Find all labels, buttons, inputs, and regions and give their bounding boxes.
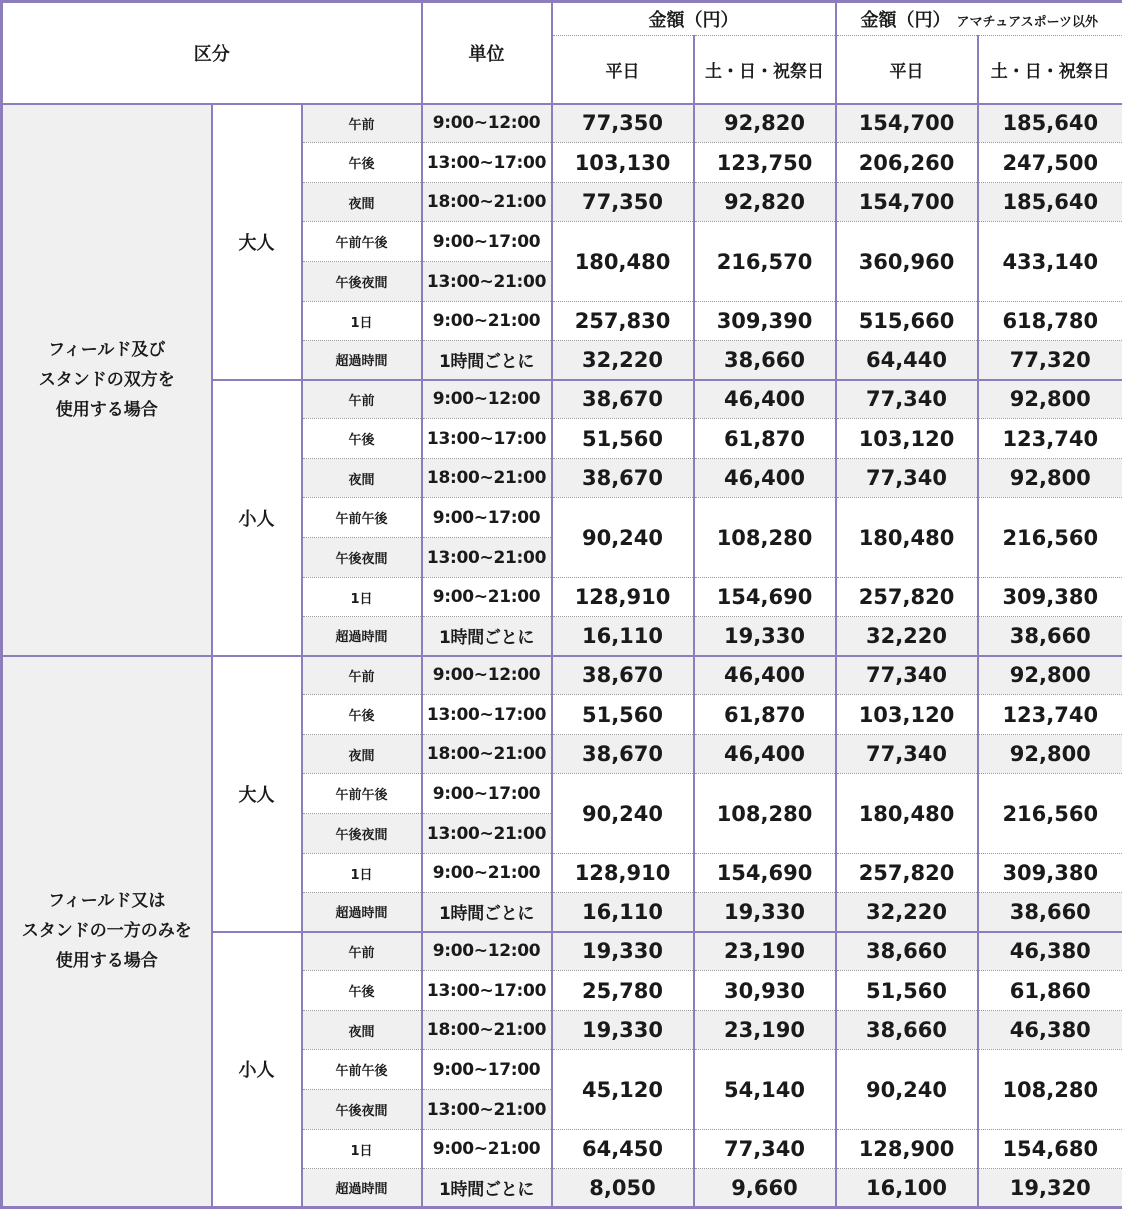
amount-cell: 103,120	[836, 419, 978, 459]
amount-cell: 51,560	[836, 971, 978, 1011]
slot-label: 夜間	[302, 183, 422, 222]
header-weekend-2: 土・日・祝祭日	[978, 36, 1122, 104]
time-range: 9:00~12:00	[422, 932, 552, 971]
slot-label: 超過時間	[302, 341, 422, 380]
time-range: 18:00~21:00	[422, 459, 552, 498]
amount-cell: 103,120	[836, 695, 978, 735]
amount-cell: 77,340	[836, 656, 978, 695]
slot-label: 午前午後	[302, 222, 422, 262]
header-amount-group-1-label: 金額（円）	[649, 10, 739, 31]
amount-cell: 46,380	[978, 932, 1122, 971]
amount-cell: 54,140	[694, 1050, 836, 1130]
amount-cell: 46,380	[978, 1011, 1122, 1050]
time-range: 9:00~12:00	[422, 380, 552, 419]
slot-label: 午前午後	[302, 498, 422, 538]
amount-cell: 92,800	[978, 459, 1122, 498]
group-label-line: フィールド又は	[3, 886, 211, 916]
slot-label: 1日	[302, 854, 422, 893]
time-range: 13:00~21:00	[422, 538, 552, 578]
slot-label: 夜間	[302, 735, 422, 774]
amount-cell: 180,480	[836, 774, 978, 854]
slot-label: 午前午後	[302, 774, 422, 814]
group-label-line: 使用する場合	[3, 946, 211, 976]
amount-cell: 154,690	[694, 854, 836, 893]
amount-cell: 46,400	[694, 459, 836, 498]
slot-label: 夜間	[302, 459, 422, 498]
amount-cell: 180,480	[836, 498, 978, 578]
slot-label: 午前	[302, 932, 422, 971]
time-range: 9:00~21:00	[422, 578, 552, 617]
amount-cell: 38,660	[694, 341, 836, 380]
amount-cell: 433,140	[978, 222, 1122, 302]
amount-cell: 90,240	[552, 774, 694, 854]
amount-cell: 309,380	[978, 578, 1122, 617]
amount-cell: 77,340	[836, 735, 978, 774]
amount-cell: 123,750	[694, 143, 836, 183]
amount-cell: 23,190	[694, 932, 836, 971]
age-label: 小人	[212, 380, 302, 656]
time-range: 18:00~21:00	[422, 1011, 552, 1050]
amount-cell: 92,800	[978, 735, 1122, 774]
amount-cell: 64,450	[552, 1130, 694, 1169]
amount-cell: 123,740	[978, 695, 1122, 735]
amount-cell: 123,740	[978, 419, 1122, 459]
time-range: 13:00~17:00	[422, 695, 552, 735]
amount-cell: 46,400	[694, 735, 836, 774]
time-range: 1時間ごとに	[422, 1169, 552, 1208]
time-range: 9:00~21:00	[422, 302, 552, 341]
amount-cell: 38,660	[978, 893, 1122, 932]
time-range: 18:00~21:00	[422, 735, 552, 774]
amount-cell: 38,660	[836, 1011, 978, 1050]
amount-cell: 128,900	[836, 1130, 978, 1169]
time-range: 1時間ごとに	[422, 893, 552, 932]
slot-label: 超過時間	[302, 1169, 422, 1208]
slot-label: 午前	[302, 656, 422, 695]
slot-label: 夜間	[302, 1011, 422, 1050]
time-range: 9:00~12:00	[422, 104, 552, 143]
amount-cell: 77,340	[694, 1130, 836, 1169]
time-range: 13:00~21:00	[422, 1090, 552, 1130]
time-range: 9:00~12:00	[422, 656, 552, 695]
amount-cell: 185,640	[978, 183, 1122, 222]
slot-label: 午前	[302, 380, 422, 419]
group-label-line: スタンドの一方のみを	[3, 916, 211, 946]
time-range: 9:00~17:00	[422, 222, 552, 262]
slot-label: 午後夜間	[302, 262, 422, 302]
time-range: 13:00~17:00	[422, 971, 552, 1011]
amount-cell: 30,930	[694, 971, 836, 1011]
amount-cell: 103,130	[552, 143, 694, 183]
time-range: 9:00~17:00	[422, 1050, 552, 1090]
time-range: 9:00~17:00	[422, 774, 552, 814]
amount-cell: 216,570	[694, 222, 836, 302]
time-range: 13:00~17:00	[422, 143, 552, 183]
amount-cell: 90,240	[836, 1050, 978, 1130]
amount-cell: 23,190	[694, 1011, 836, 1050]
slot-label: 午後	[302, 419, 422, 459]
slot-label: 1日	[302, 1130, 422, 1169]
time-range: 13:00~17:00	[422, 419, 552, 459]
amount-cell: 19,330	[552, 932, 694, 971]
time-range: 13:00~21:00	[422, 814, 552, 854]
amount-cell: 25,780	[552, 971, 694, 1011]
amount-cell: 206,260	[836, 143, 978, 183]
group-label-line: 使用する場合	[3, 395, 211, 425]
time-range: 1時間ごとに	[422, 341, 552, 380]
table-row	[2, 656, 1122, 695]
time-range: 9:00~21:00	[422, 854, 552, 893]
amount-cell: 45,120	[552, 1050, 694, 1130]
amount-cell: 16,110	[552, 893, 694, 932]
amount-cell: 360,960	[836, 222, 978, 302]
slot-label: 午後夜間	[302, 1090, 422, 1130]
amount-cell: 61,860	[978, 971, 1122, 1011]
amount-cell: 515,660	[836, 302, 978, 341]
header-weekday-1: 平日	[552, 36, 694, 104]
amount-cell: 180,480	[552, 222, 694, 302]
age-label: 大人	[212, 104, 302, 380]
header-amount-group-2-label: 金額（円）	[860, 10, 950, 31]
amount-cell: 108,280	[694, 498, 836, 578]
amount-cell: 19,330	[694, 893, 836, 932]
slot-label: 超過時間	[302, 893, 422, 932]
amount-cell: 32,220	[836, 617, 978, 656]
amount-cell: 9,660	[694, 1169, 836, 1208]
group-label-line: フィールド及び	[3, 335, 211, 365]
amount-cell: 90,240	[552, 498, 694, 578]
amount-cell: 154,690	[694, 578, 836, 617]
amount-cell: 92,800	[978, 380, 1122, 419]
amount-cell: 257,830	[552, 302, 694, 341]
amount-cell: 51,560	[552, 695, 694, 735]
amount-cell: 128,910	[552, 578, 694, 617]
amount-cell: 38,670	[552, 656, 694, 695]
header-weekday-2: 平日	[836, 36, 978, 104]
amount-cell: 154,700	[836, 104, 978, 143]
amount-cell: 38,670	[552, 459, 694, 498]
amount-cell: 19,330	[552, 1011, 694, 1050]
amount-cell: 19,320	[978, 1169, 1122, 1208]
amount-cell: 77,350	[552, 183, 694, 222]
slot-label: 午後	[302, 695, 422, 735]
amount-cell: 77,340	[836, 380, 978, 419]
slot-label: 午前午後	[302, 1050, 422, 1090]
amount-cell: 38,660	[978, 617, 1122, 656]
amount-cell: 128,910	[552, 854, 694, 893]
slot-label: 午後	[302, 971, 422, 1011]
amount-cell: 257,820	[836, 854, 978, 893]
amount-cell: 185,640	[978, 104, 1122, 143]
amount-cell: 64,440	[836, 341, 978, 380]
slot-label: 午前	[302, 104, 422, 143]
amount-cell: 77,350	[552, 104, 694, 143]
header-amount-group-2-note: アマチュアスポーツ以外	[956, 15, 1098, 30]
amount-cell: 216,560	[978, 498, 1122, 578]
header-weekend-1: 土・日・祝祭日	[694, 36, 836, 104]
group-label	[2, 104, 212, 656]
time-range: 9:00~21:00	[422, 1130, 552, 1169]
amount-cell: 38,670	[552, 735, 694, 774]
amount-cell: 108,280	[978, 1050, 1122, 1130]
header-amount-group-1	[552, 2, 836, 36]
amount-cell: 32,220	[552, 341, 694, 380]
amount-cell: 108,280	[694, 774, 836, 854]
time-range: 9:00~17:00	[422, 498, 552, 538]
amount-cell: 38,670	[552, 380, 694, 419]
amount-cell: 16,110	[552, 617, 694, 656]
header-category: 区分	[2, 2, 422, 104]
slot-label: 超過時間	[302, 617, 422, 656]
amount-cell: 92,820	[694, 183, 836, 222]
amount-cell: 8,050	[552, 1169, 694, 1208]
group-label-line: スタンドの双方を	[3, 365, 211, 395]
amount-cell: 46,400	[694, 656, 836, 695]
slot-label: 1日	[302, 578, 422, 617]
amount-cell: 77,340	[836, 459, 978, 498]
amount-cell: 247,500	[978, 143, 1122, 183]
amount-cell: 51,560	[552, 419, 694, 459]
amount-cell: 92,800	[978, 656, 1122, 695]
amount-cell: 257,820	[836, 578, 978, 617]
time-range: 13:00~21:00	[422, 262, 552, 302]
amount-cell: 16,100	[836, 1169, 978, 1208]
amount-cell: 32,220	[836, 893, 978, 932]
slot-label: 1日	[302, 302, 422, 341]
slot-label: 午後夜間	[302, 814, 422, 854]
time-range: 1時間ごとに	[422, 617, 552, 656]
amount-cell: 216,560	[978, 774, 1122, 854]
header-unit: 単位	[422, 2, 552, 104]
amount-cell: 92,820	[694, 104, 836, 143]
group-label	[2, 656, 212, 1208]
amount-cell: 61,870	[694, 419, 836, 459]
amount-cell: 46,400	[694, 380, 836, 419]
fee-table-body	[2, 104, 1122, 1208]
slot-label: 午後夜間	[302, 538, 422, 578]
amount-cell: 309,390	[694, 302, 836, 341]
amount-cell: 154,700	[836, 183, 978, 222]
table-row	[2, 104, 1122, 143]
time-range: 18:00~21:00	[422, 183, 552, 222]
age-label: 大人	[212, 656, 302, 932]
age-label: 小人	[212, 932, 302, 1208]
slot-label: 午後	[302, 143, 422, 183]
amount-cell: 38,660	[836, 932, 978, 971]
amount-cell: 154,680	[978, 1130, 1122, 1169]
amount-cell: 309,380	[978, 854, 1122, 893]
amount-cell: 618,780	[978, 302, 1122, 341]
amount-cell: 61,870	[694, 695, 836, 735]
amount-cell: 77,320	[978, 341, 1122, 380]
header-amount-group-2	[836, 2, 1122, 36]
amount-cell: 19,330	[694, 617, 836, 656]
